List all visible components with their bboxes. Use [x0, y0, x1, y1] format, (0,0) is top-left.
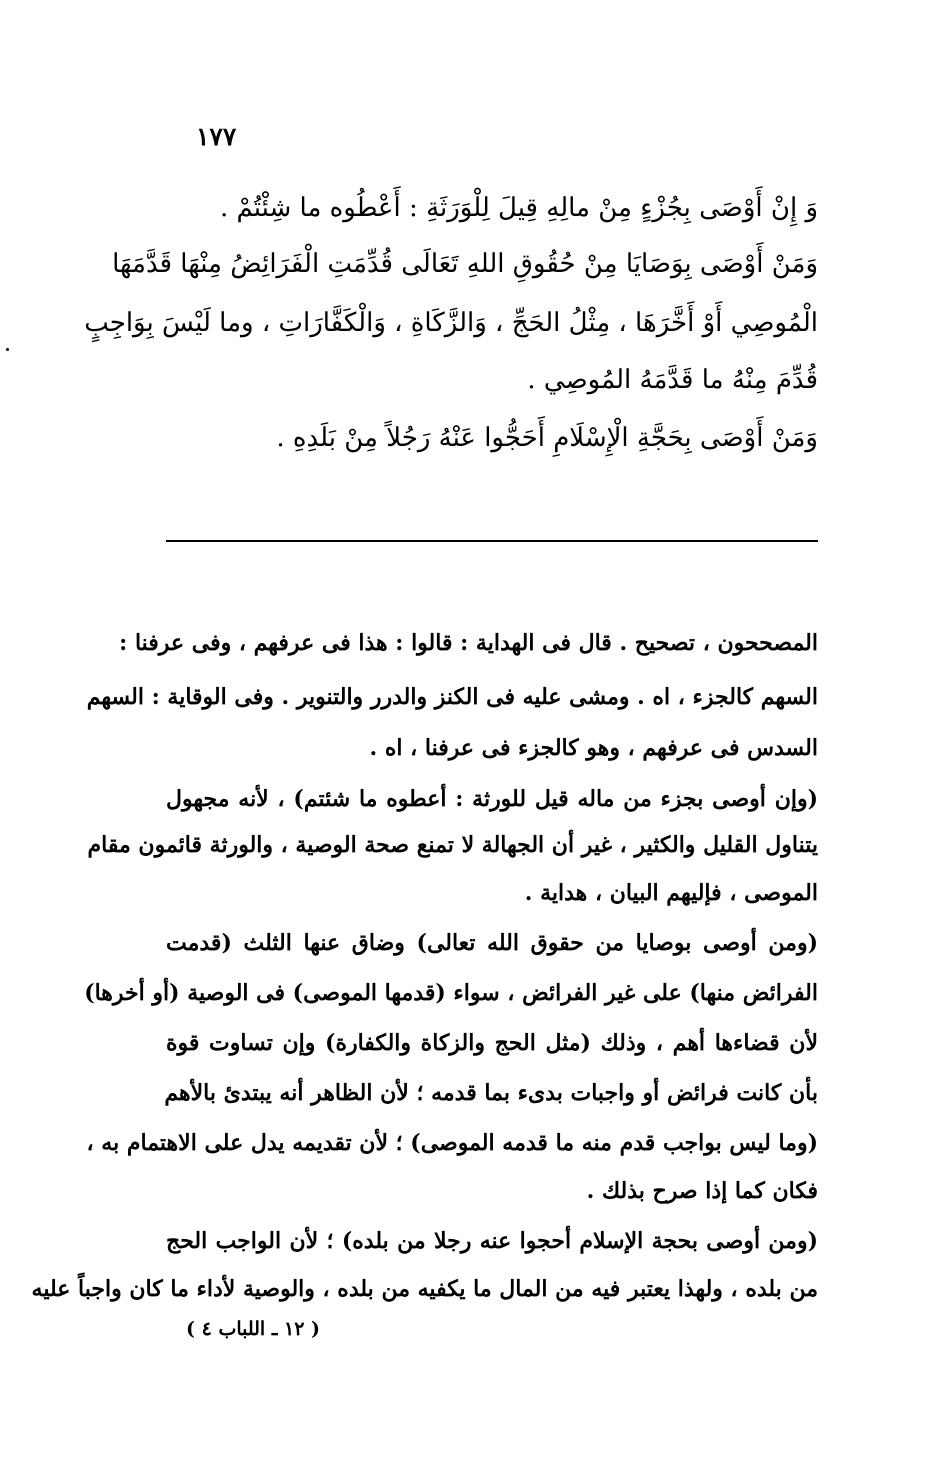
commentary-line: (ومن أوصى بحجة الإسلام أحجوا عنه رجلا من بلده) ؛ لأن الواجب الحج	[166, 1228, 818, 1254]
commentary-line: المصححون ، تصحيح . قال فى الهداية : قالوا : هذا فى عرفهم ، وفى عرفنا :	[119, 630, 818, 656]
commentary-line: بأن كانت فرائض أو واجبات بدىء بما قدمه ؛ لأن الظاهر أنه يبتدئ بالأهم	[164, 1080, 818, 1106]
commentary-line: السدس فى عرفهم ، وهو كالجزء فى عرفنا ، اه .	[369, 735, 818, 761]
signature-mark: ( ١٢ ـ اللباب ٤ )	[186, 1318, 321, 1340]
main-text-line: وَ إِنْ أَوْصَى بِجُزْءٍ مِنْ مالِهِ قِيلَ لِلْوَرَثَةِ : أَعْطُوه ما شِئْتُمْ .	[219, 193, 818, 223]
margin-speck	[6, 348, 9, 351]
commentary-line: يتناول القليل والكثير ، غير أن الجهالة لا تمنع صحة الوصية ، والورثة قائمون مقام	[87, 832, 818, 858]
commentary-line: لأن قضاءها أهم ، وذلك (مثل الحج والزكاة والكفارة) وإن تساوت قوة	[166, 1030, 818, 1056]
commentary-line: الموصى ، فإليهم البيان ، هداية .	[524, 880, 818, 906]
main-text-line: وَمَنْ أَوْصَى بِحَجَّةِ الْإِسْلَامِ أَحَجُّوا عَنْهُ رَجُلاً مِنْ بَلَدِهِ .	[276, 423, 818, 453]
commentary-line: السهم كالجزء ، اه . ومشى عليه فى الكنز والدرر والتنوير . وفى الوقاية : السهم	[86, 684, 818, 710]
commentary-line: (وما ليس بواجب قدم منه ما قدمه الموصى) ؛ لأن تقديمه يدل على الاهتمام به ،	[86, 1130, 818, 1156]
commentary-line: الفرائض منها) على غير الفرائض ، سواء (قدمها الموصى) فى الوصية (أو أخرها)	[84, 980, 818, 1006]
commentary-line: (ومن أوصى بوصايا من حقوق الله تعالى) وضاق عنها الثلث (قدمت	[166, 930, 818, 956]
main-text-line: وَمَنْ أَوْصَى بِوَصَايَا مِنْ حُقُوقِ اللهِ تَعَالَى قُدِّمَتِ الْفَرَائِضُ مِنْهَا قَدَّمَهَا	[112, 249, 818, 279]
commentary-line: فكان كما إذا صرح بذلك .	[586, 1178, 818, 1204]
commentary-line: من بلده ، ولهذا يعتبر فيه من المال ما يكفيه من بلده ، والوصية لأداء ما كان واجباً عليه	[31, 1276, 818, 1302]
main-text-line: قُدِّمَ مِنْهُ ما قَدَّمَهُ المُوصِي .	[527, 365, 818, 395]
page-number: ١٧٧	[196, 122, 237, 151]
main-text-line: الْمُوصِي أَوْ أَخَّرَهَا ، مِثْلُ الحَجِّ ، وَالزَّكَاةِ ، وَالْكَفَّارَاتِ ، وما لَيْسَ بِوَاجِبٍ	[84, 308, 818, 338]
commentary-line: (وإن أوصى بجزء من ماله قيل للورثة : أعطوه ما شئتم) ، لأنه مجهول	[166, 786, 818, 812]
section-divider	[166, 540, 818, 542]
